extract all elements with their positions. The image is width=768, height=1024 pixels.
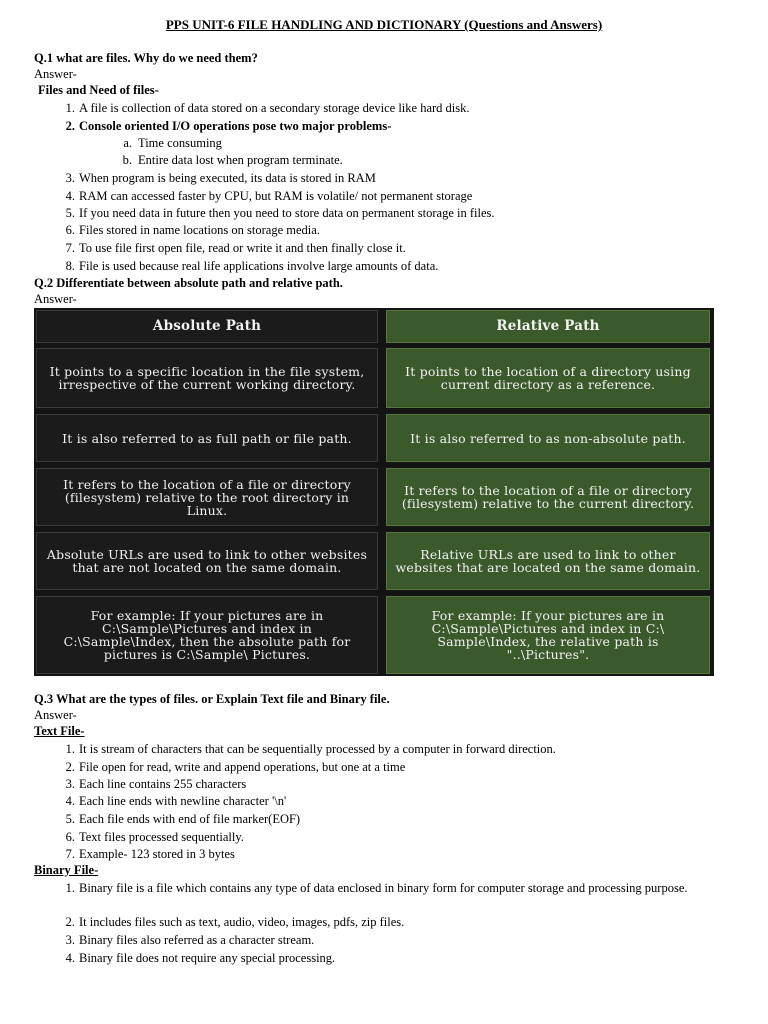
table-cell-absolute: It is also referred to as full path or file path. [36, 414, 378, 462]
table-cell-relative: Relative URLs are used to link to other websites that are located on the same domain. [386, 532, 710, 590]
binary-file-item: Binary file does not require any special processing. [79, 951, 336, 965]
q1-item-num: 5. [65, 206, 75, 220]
table-cell-relative: It points to the location of a directory using current directory as a reference. [386, 348, 710, 408]
text-file-item: Each file ends with end of file marker(EOF) [79, 812, 301, 826]
q2-question: Q.2 Differentiate between absolute path and relative path. [34, 276, 343, 290]
table-cell-absolute: For example: If your pictures are in C:\Sample\Pictures and index in C:\Sample\Index, then the absolute path for pictures is C:\Sample\ Pictures. [36, 596, 378, 674]
table-header-absolute: Absolute Path [36, 310, 378, 343]
binary-file-item: Binary file is a file which contains any type of data enclosed in binary form for computer storage and processing purpose. [79, 881, 688, 895]
q1-subheading: Files and Need of files- [38, 83, 159, 97]
table-cell-absolute: It points to a specific location in the file system, irrespective of the current working directory. [36, 348, 378, 408]
binary-file-item-num: 2. [65, 915, 75, 929]
binary-file-heading: Binary File- [34, 863, 99, 877]
q3-question: Q.3 What are the types of files. or Explain Text file and Binary file. [34, 692, 390, 706]
document-title-text: PPS UNIT-6 FILE HANDLING AND DICTIONARY (Questions and Answers) [165, 17, 603, 32]
text-file-item-num: 4. [65, 794, 75, 808]
q1-item: If you need data in future then you need to store data on permanent storage in files. [79, 206, 495, 220]
text-file-item-num: 1. [65, 742, 75, 756]
q1-item: Files stored in name locations on storage media. [79, 223, 320, 237]
text-file-item: Each line ends with newline character '\n' [79, 794, 287, 808]
q1-item: A file is collection of data stored on a secondary storage device like hard disk. [79, 101, 470, 115]
text-file-item: It is stream of characters that can be sequentially processed by a computer in forward direction. [79, 742, 556, 756]
text-file-item-num: 2. [65, 760, 75, 774]
q1-subitem-num: b. [122, 153, 132, 167]
q1-question: Q.1 what are files. Why do we need them? [34, 51, 258, 65]
q1-item: Console oriented I/O operations pose two major problems- [79, 119, 392, 133]
text-file-item: File open for read, write and append operations, but one at a time [79, 760, 406, 774]
text-file-item: Example- 123 stored in 3 bytes [79, 847, 235, 861]
document-title [0, 17, 768, 33]
q2-answer-label: Answer- [34, 292, 77, 306]
q1-item-num: 4. [65, 189, 75, 203]
q1-answer-label: Answer- [34, 67, 77, 81]
path-comparison-table [34, 308, 714, 676]
q1-subitem-num: a. [123, 136, 132, 150]
binary-file-item-num: 4. [65, 951, 75, 965]
q1-item-num: 8. [65, 259, 75, 273]
table-cell-relative: It refers to the location of a file or directory (filesystem) relative to the current directory. [386, 468, 710, 526]
text-file-item: Text files processed sequentially. [79, 830, 244, 844]
q1-item: When program is being executed, its data is stored in RAM [79, 171, 376, 185]
q1-subitem: Entire data lost when program terminate. [138, 153, 343, 167]
q1-item: RAM can accessed faster by CPU, but RAM is volatile/ not permanent storage [79, 189, 473, 203]
text-file-heading: Text File- [34, 724, 85, 738]
table-header-relative: Relative Path [386, 310, 710, 343]
binary-file-item: Binary files also referred as a character stream. [79, 933, 315, 947]
text-file-item-num: 6. [65, 830, 75, 844]
table-cell-relative: For example: If your pictures are in C:\Sample\Pictures and index in C:\ Sample\Index, the relative path is "..\Pictures". [386, 596, 710, 674]
q1-item-num: 1. [65, 101, 75, 115]
q3-answer-label: Answer- [34, 708, 77, 722]
binary-file-item-num: 3. [65, 933, 75, 947]
text-file-item-num: 5. [65, 812, 75, 826]
q1-item-num: 6. [65, 223, 75, 237]
binary-file-item-num: 1. [65, 881, 75, 895]
text-file-item: Each line contains 255 characters [79, 777, 247, 791]
text-file-item-num: 7. [65, 847, 75, 861]
binary-file-item: It includes files such as text, audio, video, images, pdfs, zip files. [79, 915, 405, 929]
q1-item-num: 7. [65, 241, 75, 255]
q1-item: To use file first open file, read or write it and then finally close it. [79, 241, 406, 255]
q1-item-num: 3. [65, 171, 75, 185]
text-file-item-num: 3. [65, 777, 75, 791]
table-cell-absolute: It refers to the location of a file or directory (filesystem) relative to the root directory in Linux. [36, 468, 378, 526]
table-cell-absolute: Absolute URLs are used to link to other websites that are not located on the same domain. [36, 532, 378, 590]
table-cell-relative: It is also referred to as non-absolute path. [386, 414, 710, 462]
q1-item: File is used because real life applications involve large amounts of data. [79, 259, 439, 273]
q1-subitem: Time consuming [138, 136, 222, 150]
q1-item-num: 2. [65, 119, 75, 133]
